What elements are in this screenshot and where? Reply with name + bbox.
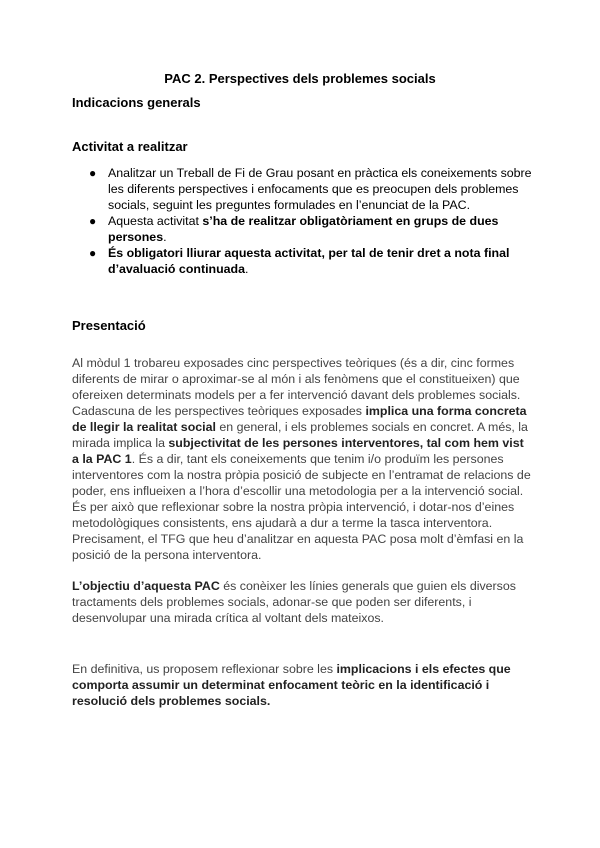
paragraph-text: en general, i els problemes socials en concret. A més, la mirada implica la bbox=[72, 420, 528, 450]
bullet-text: . bbox=[245, 262, 249, 276]
activity-bullet-list bbox=[72, 165, 532, 277]
bullet-dot-icon: ● bbox=[89, 166, 97, 180]
bullet-text: . bbox=[163, 230, 167, 244]
paragraph-bold-text: L’objectiu d’aquesta PAC bbox=[72, 579, 220, 593]
bullet-text: Aquesta activitat bbox=[108, 214, 203, 228]
bullet-text: Analitzar un Treball de Fi de Grau posant en pràctica els coneixements sobre les diferents perspectives i enfocaments que es preocupen dels problemes socials, seguint les preguntes formulades en l’enunciat de la PAC. bbox=[108, 166, 532, 212]
paragraph-bold-text: subjectivitat de les persones interventores, tal com hem vist a la PAC 1 bbox=[72, 436, 524, 466]
heading-indicacions-generals: Indicacions generals bbox=[72, 95, 201, 110]
paragraph-perspectives bbox=[72, 355, 534, 563]
bullet-item-analitzar bbox=[72, 165, 532, 213]
bullet-item-grups bbox=[72, 213, 532, 245]
bullet-bold-text: És obligatori lliurar aquesta activitat, per tal de tenir dret a nota final d’avaluació continuada bbox=[108, 246, 510, 276]
bullet-dot-icon: ● bbox=[89, 246, 97, 260]
bullet-bold-text: s’ha de realitzar obligatòriament en grups de dues persones bbox=[108, 214, 499, 244]
heading-presentacio: Presentació bbox=[72, 318, 146, 333]
paragraph-text: . És a dir, tant els coneixements que tenim i/o produïm les persones interventores com la nostra pròpia posició de subjecte en l’entramat de relacions de poder, ens influeixen a l’hora d’escollir una metodologia per a la intervenció social. És per això que reflexionar sobre la nostra pròpia intervenció, i dotar-nos d’eines metodològiques consistents, ens ajudarà a dur a terme la tasca interventora. Precisament, el TFG que heu d’analitzar en aquesta PAC posa molt d’èmfasi en la posició de la persona interventora. bbox=[72, 452, 531, 562]
page-title: PAC 2. Perspectives dels problemes socials bbox=[164, 71, 436, 86]
paragraph-bold-text: implica una forma concreta de llegir la realitat social bbox=[72, 404, 527, 434]
paragraph-bold-text: implicacions i els efectes que comporta assumir un determinat enfocament teòric en la identificació i resolució dels problemes socials. bbox=[72, 662, 511, 708]
paragraph-en-definitiva bbox=[72, 661, 534, 709]
bullet-item-obligatori bbox=[72, 245, 532, 277]
paragraph-text: En definitiva, us proposem reflexionar sobre les bbox=[72, 662, 337, 676]
bullet-dot-icon: ● bbox=[89, 214, 97, 228]
paragraph-text: és conèixer les línies generals que guien els diversos tractaments dels problemes socials, adonar-se que poden ser diferents, i desenvolupar una mirada crítica al voltant dels mateixos. bbox=[72, 579, 516, 625]
paragraph-text: Al mòdul 1 trobareu exposades cinc perspectives teòriques (és a dir, cinc formes diferents de mirar o aproximar-se al món i als fenòmens que el constitueixen) que ofereixen determinats models per a fer intervenció davant dels problemes socials. Cadascuna de les perspectives teòriques exposades bbox=[72, 356, 521, 418]
heading-activitat-a-realitzar: Activitat a realitzar bbox=[72, 139, 188, 154]
paragraph-objectiu bbox=[72, 578, 534, 626]
